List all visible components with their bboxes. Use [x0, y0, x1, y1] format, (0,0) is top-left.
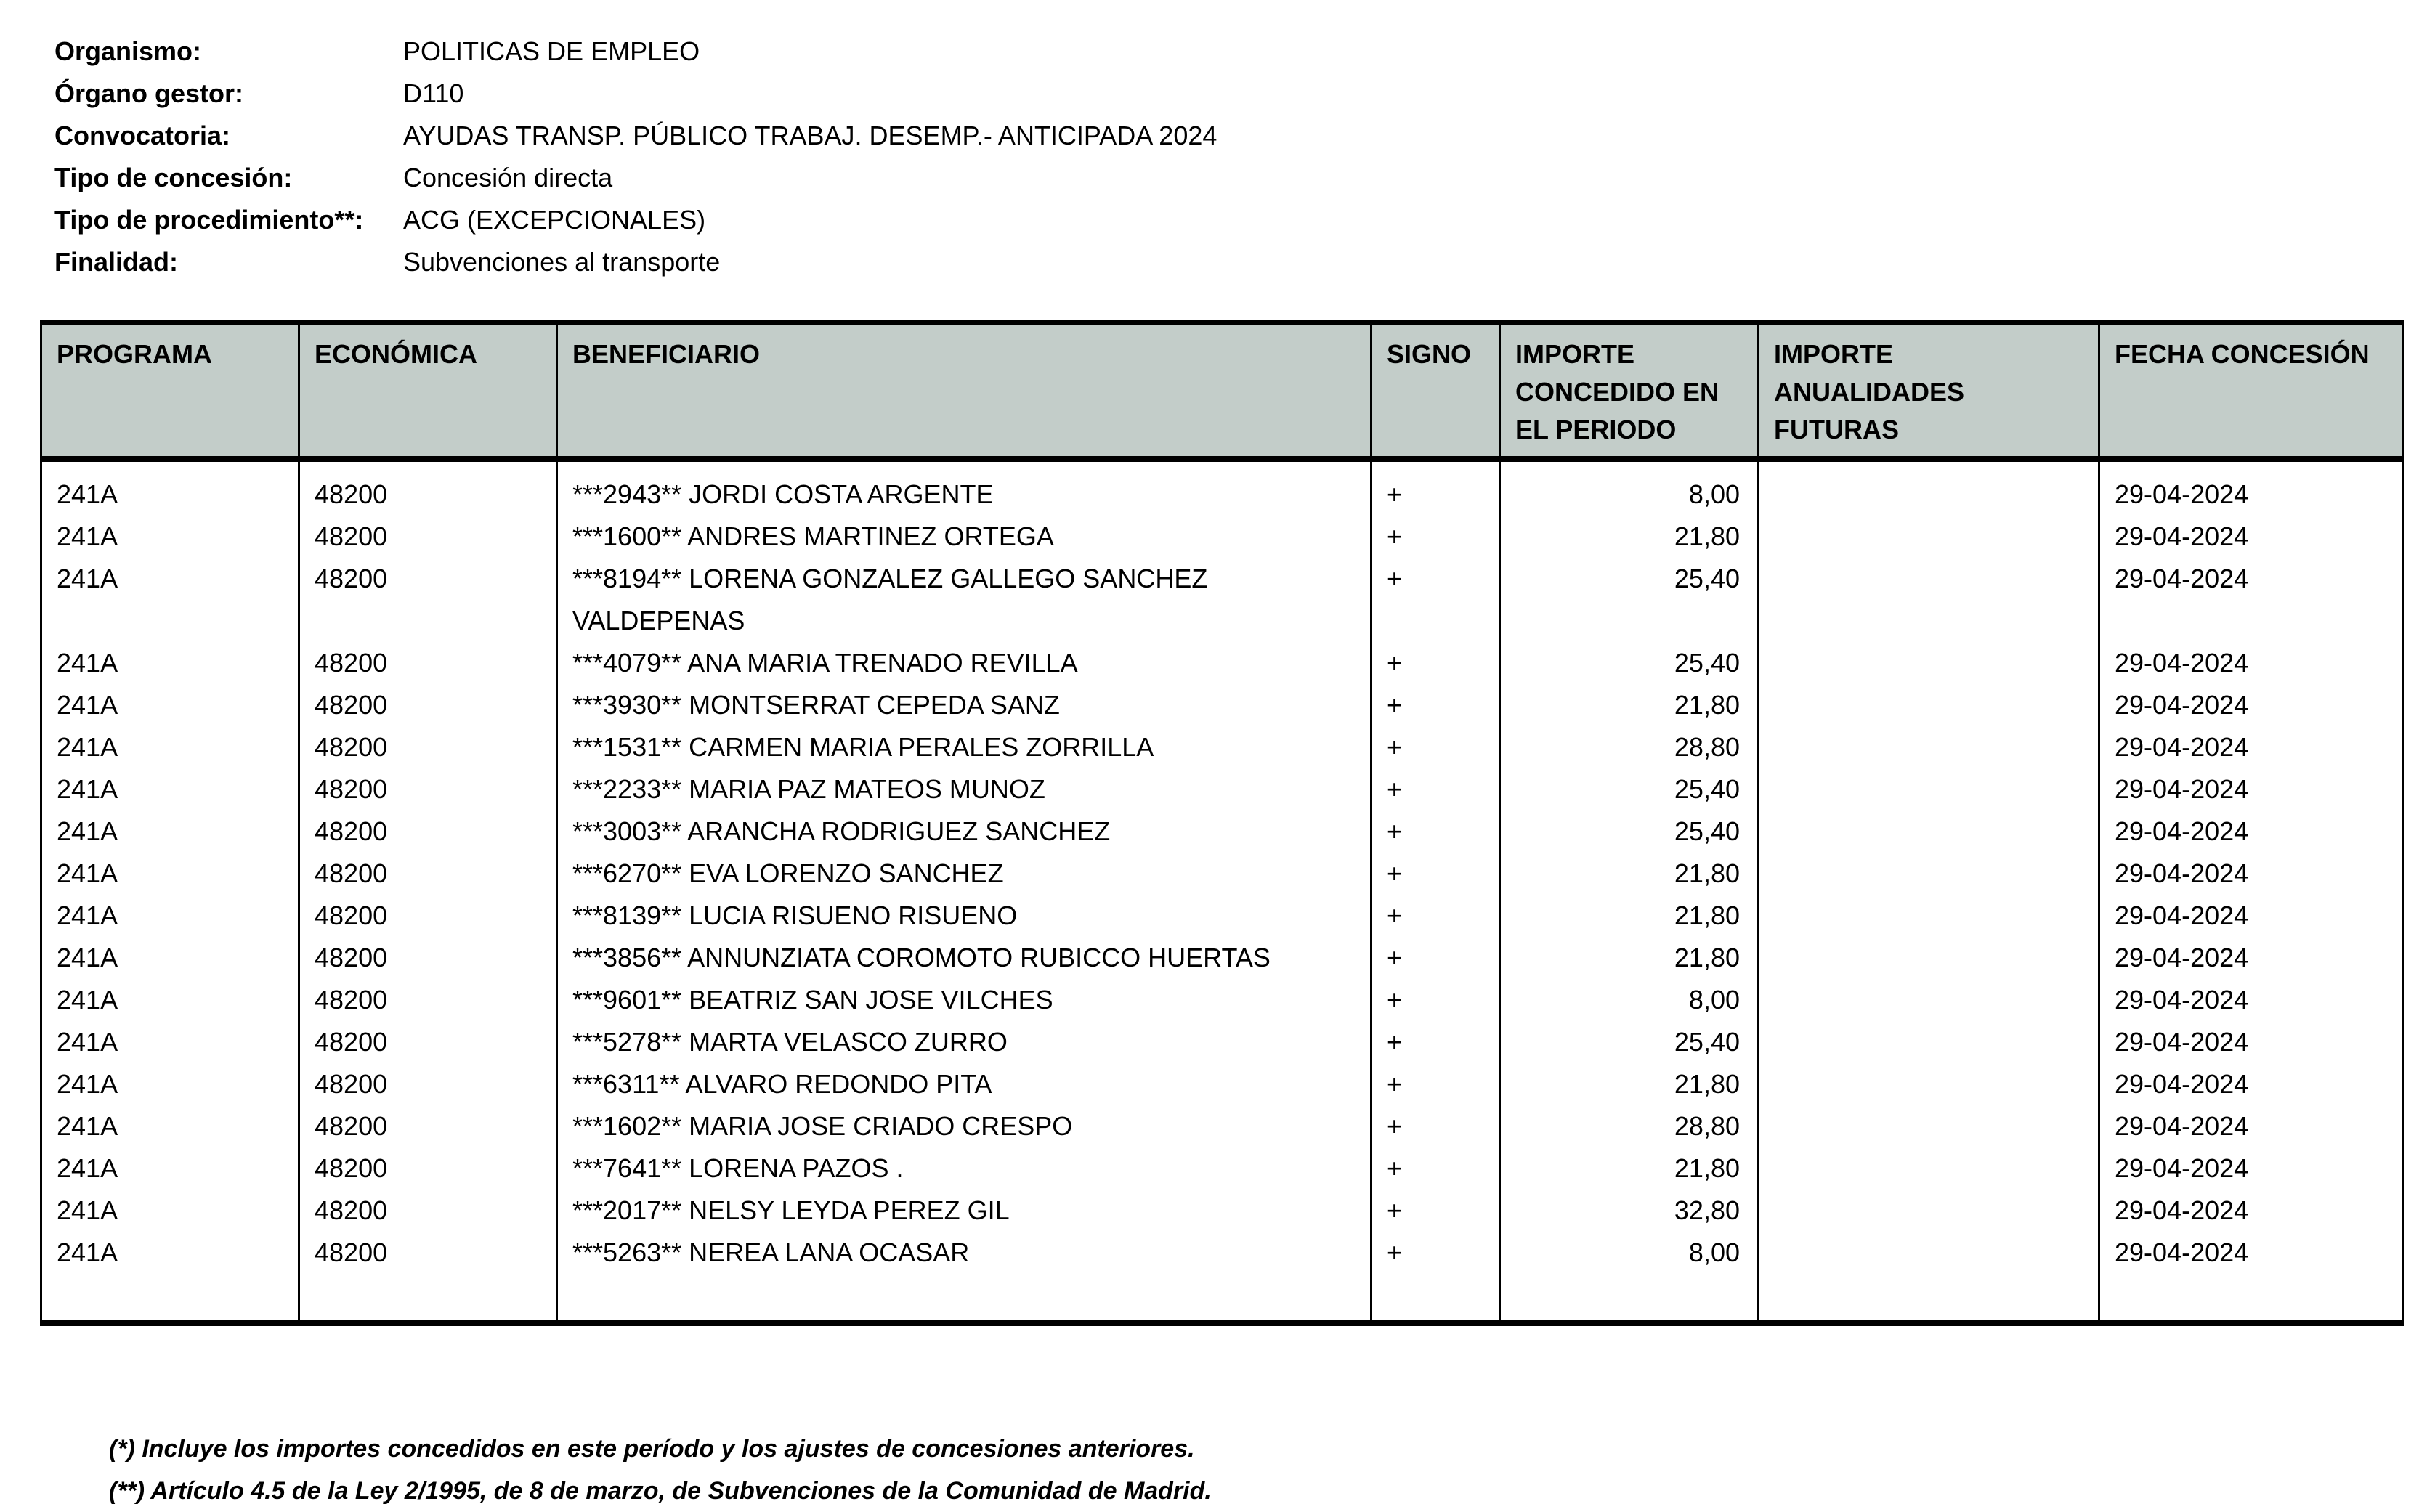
- table-row: [41, 979, 2404, 1021]
- cell-economica: 48200: [299, 895, 557, 937]
- cell-beneficiario: ***3930** MONTSERRAT CEPEDA SANZ: [557, 684, 1372, 726]
- cell-signo: +: [1372, 1232, 1500, 1323]
- meta-value: D110: [403, 78, 464, 108]
- cell-signo: +: [1372, 1190, 1500, 1232]
- cell-economica: 48200: [299, 937, 557, 979]
- cell-fecha-concesion: 29-04-2024: [2099, 768, 2404, 810]
- cell-programa: 241A: [41, 558, 299, 642]
- cell-signo: +: [1372, 726, 1500, 768]
- meta-label: Órgano gestor:: [54, 78, 244, 108]
- table-row: [41, 937, 2404, 979]
- cell-programa: 241A: [41, 1105, 299, 1147]
- meta-row: [54, 241, 2435, 283]
- cell-importe-futuras: [1759, 810, 2099, 853]
- cell-programa: 241A: [41, 516, 299, 558]
- table-row: [41, 810, 2404, 853]
- cell-programa: 241A: [41, 459, 299, 516]
- cell-signo: +: [1372, 979, 1500, 1021]
- cell-importe-futuras: [1759, 1063, 2099, 1105]
- cell-programa: 241A: [41, 937, 299, 979]
- cell-beneficiario: ***2017** NELSY LEYDA PEREZ GIL: [557, 1190, 1372, 1232]
- cell-fecha-concesion: 29-04-2024: [2099, 684, 2404, 726]
- table-row: [41, 853, 2404, 895]
- cell-fecha-concesion: 29-04-2024: [2099, 642, 2404, 684]
- cell-importe-futuras: [1759, 642, 2099, 684]
- cell-beneficiario: ***3856** ANNUNZIATA COROMOTO RUBICCO HUERTAS: [557, 937, 1372, 979]
- cell-economica: 48200: [299, 726, 557, 768]
- cell-economica: 48200: [299, 1190, 557, 1232]
- cell-beneficiario: ***5263** NEREA LANA OCASAR: [557, 1232, 1372, 1323]
- cell-beneficiario: ***1531** CARMEN MARIA PERALES ZORRILLA: [557, 726, 1372, 768]
- table-row: [41, 684, 2404, 726]
- cell-programa: 241A: [41, 979, 299, 1021]
- cell-programa: 241A: [41, 1063, 299, 1105]
- cell-fecha-concesion: 29-04-2024: [2099, 726, 2404, 768]
- cell-economica: 48200: [299, 1021, 557, 1063]
- grants-table: [40, 320, 2404, 1326]
- cell-fecha-concesion: 29-04-2024: [2099, 1063, 2404, 1105]
- cell-importe-periodo: 8,00: [1500, 1232, 1759, 1323]
- col-header-importe-periodo: IMPORTE CONCEDIDO EN EL PERIODO: [1500, 322, 1759, 459]
- cell-economica: 48200: [299, 979, 557, 1021]
- cell-economica: 48200: [299, 1063, 557, 1105]
- table-row: [41, 1190, 2404, 1232]
- cell-signo: +: [1372, 810, 1500, 853]
- cell-programa: 241A: [41, 1190, 299, 1232]
- cell-signo: +: [1372, 895, 1500, 937]
- meta-row: [54, 199, 2435, 241]
- cell-fecha-concesion: 29-04-2024: [2099, 1147, 2404, 1190]
- cell-importe-futuras: [1759, 768, 2099, 810]
- cell-signo: +: [1372, 642, 1500, 684]
- table-row: [41, 558, 2404, 642]
- cell-fecha-concesion: 29-04-2024: [2099, 516, 2404, 558]
- cell-fecha-concesion: 29-04-2024: [2099, 1232, 2404, 1323]
- cell-economica: 48200: [299, 853, 557, 895]
- col-header-signo: SIGNO: [1372, 322, 1500, 459]
- cell-economica: 48200: [299, 684, 557, 726]
- cell-beneficiario: ***1602** MARIA JOSE CRIADO CRESPO: [557, 1105, 1372, 1147]
- footnote-line: (*) Incluye los importes concedidos en este período y los ajustes de concesiones anteriores.: [109, 1435, 1195, 1463]
- cell-importe-futuras: [1759, 516, 2099, 558]
- col-header-programa: PROGRAMA: [41, 322, 299, 459]
- cell-importe-periodo: 21,80: [1500, 1147, 1759, 1190]
- cell-economica: 48200: [299, 558, 557, 642]
- cell-importe-futuras: [1759, 558, 2099, 642]
- meta-row: [54, 115, 2435, 157]
- cell-importe-futuras: [1759, 937, 2099, 979]
- cell-importe-periodo: 28,80: [1500, 1105, 1759, 1147]
- cell-signo: +: [1372, 1063, 1500, 1105]
- cell-importe-periodo: 8,00: [1500, 459, 1759, 516]
- cell-fecha-concesion: 29-04-2024: [2099, 810, 2404, 853]
- cell-importe-futuras: [1759, 459, 2099, 516]
- table-row: [41, 1021, 2404, 1063]
- cell-importe-periodo: 21,80: [1500, 1063, 1759, 1105]
- cell-fecha-concesion: 29-04-2024: [2099, 459, 2404, 516]
- meta-row: [54, 157, 2435, 199]
- meta-label: Convocatoria:: [54, 121, 231, 150]
- cell-importe-futuras: [1759, 684, 2099, 726]
- cell-importe-futuras: [1759, 1190, 2099, 1232]
- cell-fecha-concesion: 29-04-2024: [2099, 895, 2404, 937]
- meta-label: Tipo de procedimiento**:: [54, 205, 364, 235]
- cell-importe-periodo: 32,80: [1500, 1190, 1759, 1232]
- grants-table-body: [41, 459, 2404, 1323]
- cell-importe-futuras: [1759, 1232, 2099, 1323]
- cell-fecha-concesion: 29-04-2024: [2099, 1021, 2404, 1063]
- cell-economica: 48200: [299, 1147, 557, 1190]
- meta-value: AYUDAS TRANSP. PÚBLICO TRABAJ. DESEMP.- ANTICIPADA 2024: [403, 121, 1218, 150]
- cell-fecha-concesion: 29-04-2024: [2099, 979, 2404, 1021]
- document-page: [0, 31, 2435, 1512]
- cell-signo: +: [1372, 853, 1500, 895]
- cell-economica: 48200: [299, 810, 557, 853]
- col-header-importe-futuras: IMPORTE ANUALIDADES FUTURAS: [1759, 322, 2099, 459]
- cell-importe-periodo: 21,80: [1500, 684, 1759, 726]
- cell-importe-futuras: [1759, 726, 2099, 768]
- col-header-economica: ECONÓMICA: [299, 322, 557, 459]
- cell-signo: +: [1372, 558, 1500, 642]
- cell-fecha-concesion: 29-04-2024: [2099, 853, 2404, 895]
- cell-importe-periodo: 21,80: [1500, 853, 1759, 895]
- cell-importe-periodo: 28,80: [1500, 726, 1759, 768]
- table-row: [41, 642, 2404, 684]
- cell-programa: 241A: [41, 642, 299, 684]
- meta-row: [54, 31, 2435, 73]
- cell-importe-periodo: 25,40: [1500, 768, 1759, 810]
- cell-programa: 241A: [41, 895, 299, 937]
- cell-beneficiario: ***7641** LORENA PAZOS .: [557, 1147, 1372, 1190]
- meta-value: POLITICAS DE EMPLEO: [403, 36, 700, 66]
- cell-programa: 241A: [41, 853, 299, 895]
- cell-economica: 48200: [299, 516, 557, 558]
- footnotes: [109, 1428, 2435, 1512]
- cell-beneficiario: ***6270** EVA LORENZO SANCHEZ: [557, 853, 1372, 895]
- meta-label: Organismo:: [54, 36, 202, 66]
- cell-signo: +: [1372, 684, 1500, 726]
- meta-value: Concesión directa: [403, 163, 613, 192]
- cell-importe-futuras: [1759, 1021, 2099, 1063]
- cell-importe-futuras: [1759, 853, 2099, 895]
- cell-importe-periodo: 25,40: [1500, 558, 1759, 642]
- table-row: [41, 1063, 2404, 1105]
- header-row: [41, 322, 2404, 459]
- cell-beneficiario: ***2233** MARIA PAZ MATEOS MUNOZ: [557, 768, 1372, 810]
- cell-importe-periodo: 25,40: [1500, 642, 1759, 684]
- cell-beneficiario: ***2943** JORDI COSTA ARGENTE: [557, 459, 1372, 516]
- cell-importe-futuras: [1759, 1147, 2099, 1190]
- cell-importe-futuras: [1759, 979, 2099, 1021]
- cell-signo: +: [1372, 1021, 1500, 1063]
- cell-beneficiario: ***8194** LORENA GONZALEZ GALLEGO SANCHEZ VALDEPENAS: [557, 558, 1372, 642]
- cell-signo: +: [1372, 459, 1500, 516]
- cell-signo: +: [1372, 516, 1500, 558]
- meta-value: ACG (EXCEPCIONALES): [403, 205, 706, 235]
- col-header-fecha-concesion: FECHA CONCESIÓN: [2099, 322, 2404, 459]
- meta-row: [54, 73, 2435, 115]
- table-row: [41, 1105, 2404, 1147]
- cell-importe-periodo: 21,80: [1500, 516, 1759, 558]
- cell-importe-periodo: 21,80: [1500, 895, 1759, 937]
- cell-programa: 241A: [41, 684, 299, 726]
- table-row: [41, 516, 2404, 558]
- table-row: [41, 1232, 2404, 1323]
- cell-beneficiario: ***8139** LUCIA RISUENO RISUENO: [557, 895, 1372, 937]
- cell-economica: 48200: [299, 768, 557, 810]
- cell-beneficiario: ***9601** BEATRIZ SAN JOSE VILCHES: [557, 979, 1372, 1021]
- table-row: [41, 459, 2404, 516]
- cell-programa: 241A: [41, 1021, 299, 1063]
- cell-economica: 48200: [299, 1105, 557, 1147]
- cell-signo: +: [1372, 768, 1500, 810]
- meta-label: Finalidad:: [54, 247, 178, 277]
- meta-block: [54, 31, 2435, 283]
- meta-label: Tipo de concesión:: [54, 163, 293, 192]
- cell-importe-periodo: 21,80: [1500, 937, 1759, 979]
- cell-fecha-concesion: 29-04-2024: [2099, 937, 2404, 979]
- cell-programa: 241A: [41, 726, 299, 768]
- cell-beneficiario: ***1600** ANDRES MARTINEZ ORTEGA: [557, 516, 1372, 558]
- cell-programa: 241A: [41, 810, 299, 853]
- cell-importe-futuras: [1759, 895, 2099, 937]
- cell-fecha-concesion: 29-04-2024: [2099, 1105, 2404, 1147]
- footnote-line: (**) Artículo 4.5 de la Ley 2/1995, de 8 de marzo, de Subvenciones de la Comunidad de Madrid.: [109, 1477, 1212, 1505]
- table-row: [41, 726, 2404, 768]
- cell-importe-futuras: [1759, 1105, 2099, 1147]
- cell-programa: 241A: [41, 1232, 299, 1323]
- cell-economica: 48200: [299, 642, 557, 684]
- cell-fecha-concesion: 29-04-2024: [2099, 1190, 2404, 1232]
- cell-signo: +: [1372, 1147, 1500, 1190]
- table-row: [41, 895, 2404, 937]
- cell-importe-periodo: 25,40: [1500, 810, 1759, 853]
- cell-fecha-concesion: 29-04-2024: [2099, 558, 2404, 642]
- cell-programa: 241A: [41, 768, 299, 810]
- cell-programa: 241A: [41, 1147, 299, 1190]
- meta-value: Subvenciones al transporte: [403, 247, 721, 277]
- cell-signo: +: [1372, 1105, 1500, 1147]
- cell-importe-periodo: 8,00: [1500, 979, 1759, 1021]
- table-row: [41, 768, 2404, 810]
- table-row: [41, 1147, 2404, 1190]
- col-header-beneficiario: BENEFICIARIO: [557, 322, 1372, 459]
- cell-beneficiario: ***6311** ALVARO REDONDO PITA: [557, 1063, 1372, 1105]
- cell-economica: 48200: [299, 1232, 557, 1323]
- grants-table-header: [41, 322, 2404, 459]
- cell-economica: 48200: [299, 459, 557, 516]
- cell-beneficiario: ***5278** MARTA VELASCO ZURRO: [557, 1021, 1372, 1063]
- cell-beneficiario: ***4079** ANA MARIA TRENADO REVILLA: [557, 642, 1372, 684]
- cell-importe-periodo: 25,40: [1500, 1021, 1759, 1063]
- cell-beneficiario: ***3003** ARANCHA RODRIGUEZ SANCHEZ: [557, 810, 1372, 853]
- cell-signo: +: [1372, 937, 1500, 979]
